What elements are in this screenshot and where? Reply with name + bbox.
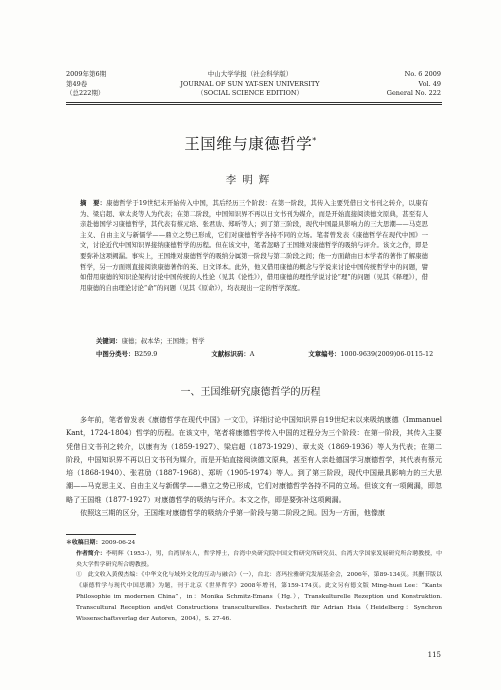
section-heading: 一、王国维研究康德哲学的历程 bbox=[180, 387, 321, 398]
header-left bbox=[66, 70, 106, 99]
general-number-en: General No. 222 bbox=[386, 89, 441, 97]
author-name: 李明辉 bbox=[225, 174, 276, 186]
author-bio-text: 李明辉（1953-），男，台湾屏东人，哲学博士，台湾中央研究院中国文哲研究所研究员、台湾大学国家发展研究所合聘教授，中央大学哲学研究所合聘教授。 bbox=[76, 550, 442, 568]
header-rule-double bbox=[66, 104, 442, 105]
received-value: 2009-06-24 bbox=[101, 540, 136, 546]
body-paragraph: 多年前，笔者曾发表《康德哲学在现代中国》一文①，详细讨论中国知识界自19世纪末以来吸纳康德（Immanuel Kant，1724-1804）哲学的历程。在该文中，笔者将康德哲学传入中国的过程分为三个阶段：在第一阶段，其传入主要凭借日文书刊之转介，以康有为（1859-1927）、梁启超（1873-1929）、章太炎（1869-1936）等人为代表；在第二阶段，中国知识界不再以日文书刊为媒介，而是开始直接阅读德文原典，甚至有人亲赴德国学习康德哲学，其代表有蔡元培（1868-1940）、张君劢（1887-1968）、郑昕（1905-1974）等人。到了第三阶段，现代中国最具影响力的三大思潮——马克思主义、自由主义与新儒学——鼎立之势已形成，它们对康德哲学各持不同的立场。但该文有一项阙漏，即忽略了王国维（1877-1927）对康德哲学的吸纳与评介。本文之作，即是要弥补这项阙漏。 bbox=[66, 415, 442, 504]
keywords bbox=[96, 336, 205, 345]
clc-label: 中图分类号： bbox=[96, 350, 135, 358]
abstract-label: 摘 要： bbox=[80, 199, 107, 207]
article-block bbox=[308, 350, 459, 358]
article-label: 文章编号： bbox=[308, 350, 341, 358]
body-paragraph: 依照这三期的区分，王国维对康德哲学的吸纳介乎第一阶段与第二阶段之间。因为一方面，他像康 bbox=[80, 508, 386, 518]
keywords-label: 关键词： bbox=[96, 337, 122, 345]
article-title bbox=[0, 132, 501, 154]
volume-number: 第49卷 bbox=[66, 79, 88, 88]
received-date bbox=[66, 538, 442, 549]
header-right bbox=[387, 70, 441, 99]
doc-value: A bbox=[249, 350, 255, 358]
clc-block bbox=[96, 350, 183, 358]
header-rule bbox=[66, 102, 442, 103]
issue-number-en: No. 6 2009 bbox=[404, 70, 441, 78]
journal-title-cn: 中山大学学报（社会科学版） bbox=[207, 70, 293, 78]
abstract bbox=[80, 198, 428, 293]
title-footnote-mark: * bbox=[312, 135, 317, 145]
footnotes bbox=[66, 538, 442, 624]
issue-number: 2009年第6期 bbox=[66, 70, 107, 78]
keywords-text: 康德；叔本华；王国维；哲学 bbox=[121, 337, 205, 345]
body-text bbox=[66, 413, 442, 519]
footnote-rule bbox=[66, 534, 136, 535]
author-bio-label: 作者简介： bbox=[76, 550, 106, 557]
page-number: 115 bbox=[427, 651, 441, 659]
clc-value: B259.9 bbox=[134, 350, 158, 358]
journal-title-en: JOURNAL OF SUN YAT-SEN UNIVERSITY bbox=[180, 79, 320, 88]
header-center bbox=[150, 70, 350, 99]
classification-line bbox=[96, 349, 485, 358]
article-value: 1000-9639(2009)06-0115-12 bbox=[340, 350, 434, 358]
author-bio bbox=[66, 549, 442, 571]
abstract-text: 康德哲学于19世纪末开始传入中国，其后经历三个阶段：在第一阶段，其传入主要凭借日文书刊之转介，以康有为、梁启超、章太炎等人为代表；在第二阶段，中国知识界不再以日文书刊为媒介，而是开始直接阅读德文原典，甚至有人亲赴德国学习康德哲学，其代表有蔡元培、张君劢、郑昕等人；到了第三阶段，现代中国最具影响力的三大思潮——马克思主义、自由主义与新儒学——鼎立之势已形成，它们对康德哲学各持不同的立场。笔者曾发表《康德哲学在现代中国》一文，讨论近代中国知识界接纳康德哲学的历程。但在该文中，笔者忽略了王国维对康德哲学的吸纳与评介。该文之作，即是要弥补这项阙漏。事实上，王国维对康德哲学的吸纳分属第一阶段与第二阶段之间；他一方面藉由日本学者的著作了解康德哲学，另一方面则直接阅读康德著作的英、日文译本。此外，他又借用康德的概念与学说来讨论中国传统哲学中的问题，譬如借用康德的知识论架构讨论中国传统的人性论（见其《论性》），借用康德的理性学说讨论“理”的问题（见其《释理》），借用康德的自由理论讨论“命”的问题（见其《原命》），均表现出一定的哲学深度。 bbox=[80, 199, 429, 292]
title-text: 王国维与康德哲学 bbox=[184, 135, 313, 153]
general-number: （总222期） bbox=[66, 89, 105, 97]
volume-en: Vol. 49 bbox=[418, 79, 441, 88]
journal-edition: （SOCIAL SCIENCE EDITION） bbox=[196, 89, 304, 97]
received-label: ＊收稿日期： bbox=[66, 540, 102, 546]
doc-block bbox=[211, 350, 280, 358]
footnote-1: ① 此文收入黄俊杰编：《中华文化与域外文化的互动与融合》（一），台北：喜玛拉雅研究发展基金会，2006年，第89-134页。其删节版以《康德哲学与现代中国思潮》为题，刊于北京《世界哲学》2008年增刊，第159-174页。此文另有德文版 Ming-huei Lee：“Kants Philosophie im modernen China”，in：Monika Schmitz-Emans（Hg.），Transkulturelle Rezeption und Konstruktion. Transcultural Reception and/et Constructions transculturelles. Festschrift für Adrian Hsia（Heidelberg：Synchron Wissenschaftsverlag der Autoren，2004），S. 27-46. bbox=[76, 572, 442, 622]
doc-label: 文献标识码： bbox=[211, 350, 250, 358]
